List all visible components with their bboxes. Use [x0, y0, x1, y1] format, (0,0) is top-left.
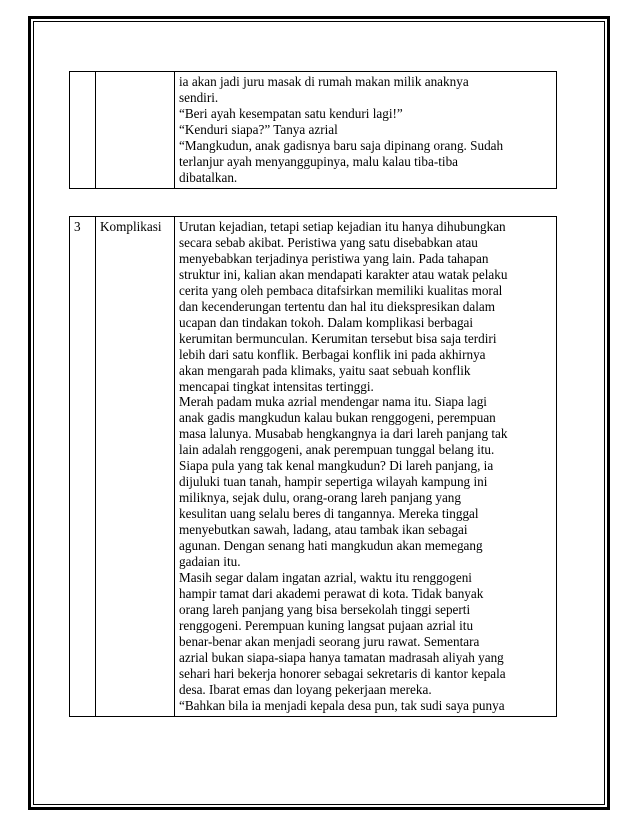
structure-table [69, 216, 557, 717]
text-line: agunan. Dengan senang hati mangkudun akan memegang [179, 538, 483, 554]
text-line: azrial bukan siapa-siapa hanya tamatan madrasah aliyah yang [179, 649, 504, 665]
text-line: desa. Ibarat emas dan loyang pekerjaan mereka. [179, 681, 432, 697]
row-text-cell [175, 72, 557, 189]
story-paragraph [179, 570, 552, 714]
text-line: “Bahkan bila ia menjadi kepala desa pun, tak sudi saya punya [179, 697, 505, 713]
text-line: “Beri ayah kesempatan satu kenduri lagi!” [179, 105, 403, 121]
story-paragraph [179, 219, 552, 394]
text-line: renggogeni. Perempuan kuning langsat pujaan azrial itu [179, 617, 474, 633]
text-line: kerumitan bermunculan. Kerumitan tersebut bisa saja terdiri [179, 330, 497, 346]
text-line: terlanjur ayah menyanggupinya, malu kalau tiba-tiba [179, 153, 459, 169]
text-line: gadaian itu. [179, 554, 241, 570]
text-line: mencapai tingkat intensitas tertinggi. [179, 378, 374, 394]
text-line: menyebutkan sawah, ladang, atau tambak ikan sebagai [179, 522, 468, 538]
text-line: ia akan jadi juru masak di rumah makan milik anaknya [179, 74, 469, 89]
story-paragraph [179, 394, 552, 569]
text-line: sehari hari bekerja honorer sebagai sekretaris di kantor kepala [179, 665, 506, 681]
text-line: ucapan dan tindakan tokoh. Dalam komplikasi berbagai [179, 314, 474, 330]
text-line: struktur ini, kalian akan mendapati karakter atau watak pelaku [179, 266, 508, 282]
table-row [70, 72, 557, 189]
text-line: cerita yang oleh pembaca ditafsirkan memiliki kualitas moral [179, 282, 503, 298]
text-line: Urutan kejadian, tetapi setiap kejadian itu hanya dihubungkan [179, 219, 506, 234]
text-line: sendiri. [179, 89, 219, 105]
row-number-cell [70, 72, 96, 189]
text-line: dibatalkan. [179, 169, 238, 185]
text-line: lebih dari satu konflik. Berbagai konflik ini pada akhirnya [179, 346, 486, 362]
text-line: orang lareh panjang yang bisa bersekolah tinggi seperti [179, 601, 471, 617]
text-line: kesulitan uang selalu beres di tangannya. Mereka tinggal [179, 506, 479, 522]
story-paragraph [179, 74, 552, 186]
continuation-table [69, 71, 557, 189]
row-number-cell: 3 [70, 217, 96, 717]
text-line: menyebabkan terjadinya peristiwa yang lain. Pada tahapan [179, 250, 489, 266]
text-line: “Kenduri siapa?” Tanya azrial [179, 121, 338, 137]
text-line: hampir tamat dari akademi perawat di kota. Tidak banyak [179, 585, 484, 601]
row-text-cell [175, 217, 557, 717]
text-line: lain adalah renggogeni, anak perempuan tunggal belang itu. [179, 442, 495, 458]
text-line: secara sebab akibat. Peristiwa yang satu disebabkan atau [179, 234, 478, 250]
text-line: Merah padam muka azrial mendengar nama itu. Siapa lagi [179, 394, 487, 410]
text-line: dijuluki tuan tanah, hampir sepertiga wilayah kampung ini [179, 474, 488, 490]
table-row [70, 217, 557, 717]
text-line: benar-benar akan menjadi seorang juru rawat. Sementara [179, 633, 480, 649]
text-line: masa lalunya. Musabab hengkangnya ia dari lareh panjang tak [179, 426, 508, 442]
text-line: Siapa pula yang tak kenal mangkudun? Di lareh panjang, ia [179, 458, 494, 474]
text-line: “Mangkudun, anak gadisnya baru saja dipinang orang. Sudah [179, 137, 504, 153]
text-line: miliknya, sejak dulu, orang-orang lareh panjang yang [179, 490, 461, 506]
text-line: dan kecenderungan tertentu dan hal itu diekspresikan dalam [179, 298, 496, 314]
text-line: Masih segar dalam ingatan azrial, waktu itu renggogeni [179, 569, 472, 585]
text-line: akan mengarah pada klimaks, yaitu saat sebuah konflik [179, 362, 471, 378]
text-line: anak gadis mangkudun kalau bukan renggogeni, perempuan [179, 410, 496, 426]
row-label-cell [96, 72, 175, 189]
row-label-cell: Komplikasi [96, 217, 175, 717]
